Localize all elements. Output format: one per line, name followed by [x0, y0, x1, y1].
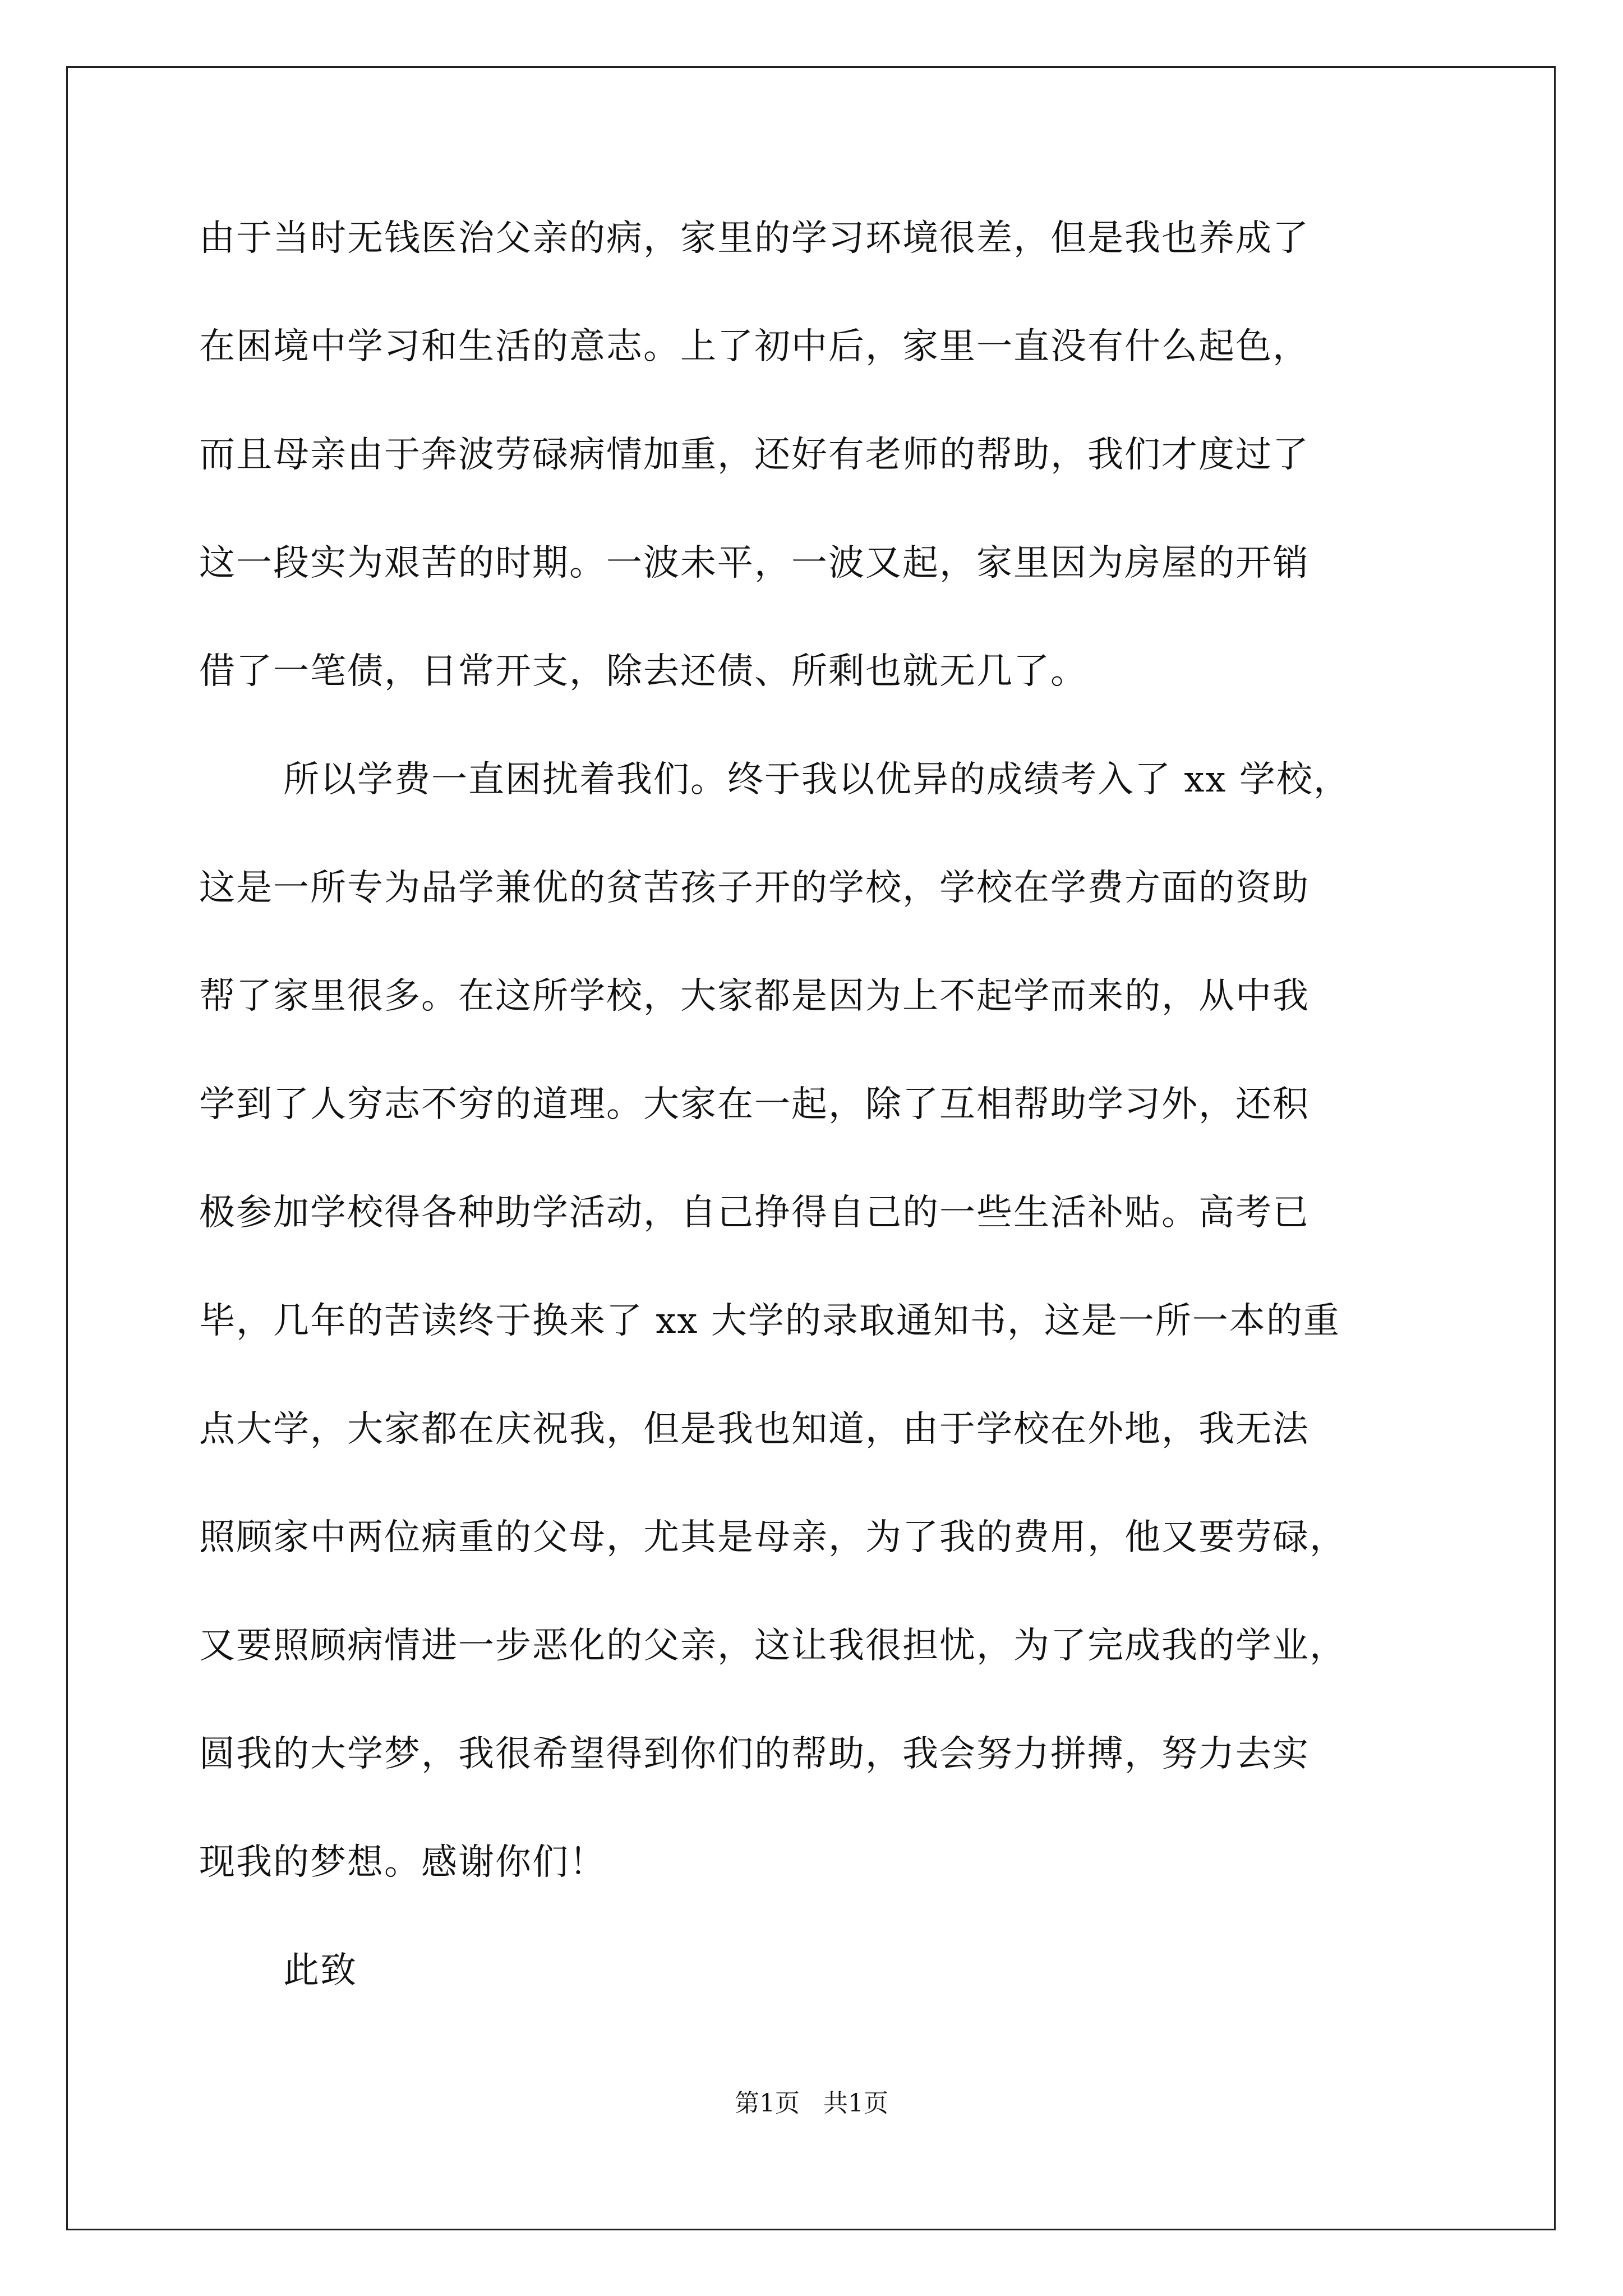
- text-line-3: 而且母亲由于奔波劳碌病情加重，还好有老师的帮助，我们才度过了: [199, 434, 1310, 476]
- page-border: [66, 66, 1556, 2230]
- text-line-5: 借了一笔债，日常开支，除去还债、所剩也就无几了。: [199, 651, 1087, 692]
- text-line-2: 在困境中学习和生活的意志。上了初中后，家里一直没有什么起色，: [199, 326, 1310, 367]
- text-line-12: 点大学，大家都在庆祝我，但是我也知道，由于学校在外地，我无法: [199, 1409, 1310, 1450]
- text-line-8: 帮了家里很多。在这所学校，大家都是因为上不起学而来的，从中我: [199, 976, 1310, 1017]
- text-line-14: 又要照顾病情进一步恶化的父亲，这让我很担忧，为了完成我的学业，: [199, 1625, 1347, 1667]
- text-line-15: 圆我的大学梦，我很希望得到你们的帮助，我会努力拼搏，努力去实: [199, 1733, 1310, 1775]
- text-line-7: 这是一所专为品学兼优的贫苦孩子开的学校，学校在学费方面的资助: [199, 867, 1310, 909]
- text-line-closing: 此致: [283, 1950, 357, 1991]
- text-line-4: 这一段实为艰苦的时期。一波未平，一波又起，家里因为房屋的开销: [199, 542, 1310, 584]
- text-line-16: 现我的梦想。感谢你们！: [199, 1842, 606, 1883]
- text-line-10: 极参加学校得各种助学活动，自己挣得自己的一些生活补贴。高考已: [199, 1192, 1310, 1234]
- text-line-11: 毕，几年的苦读终于换来了 xx 大学的录取通知书，这是一所一本的重: [199, 1300, 1340, 1342]
- text-line-6: 所以学费一直困扰着我们。终于我以优异的成绩考入了 xx 学校，: [283, 759, 1350, 800]
- text-line-1: 由于当时无钱医治父亲的病，家里的学习环境很差，但是我也养成了: [199, 218, 1310, 259]
- text-line-9: 学到了人穷志不穷的道理。大家在一起，除了互相帮助学习外，还积: [199, 1084, 1310, 1125]
- text-line-13: 照顾家中两位病重的父母，尤其是母亲，为了我的费用，他又要劳碌，: [199, 1517, 1347, 1558]
- page-footer: 第1页 共1页: [735, 2089, 888, 2118]
